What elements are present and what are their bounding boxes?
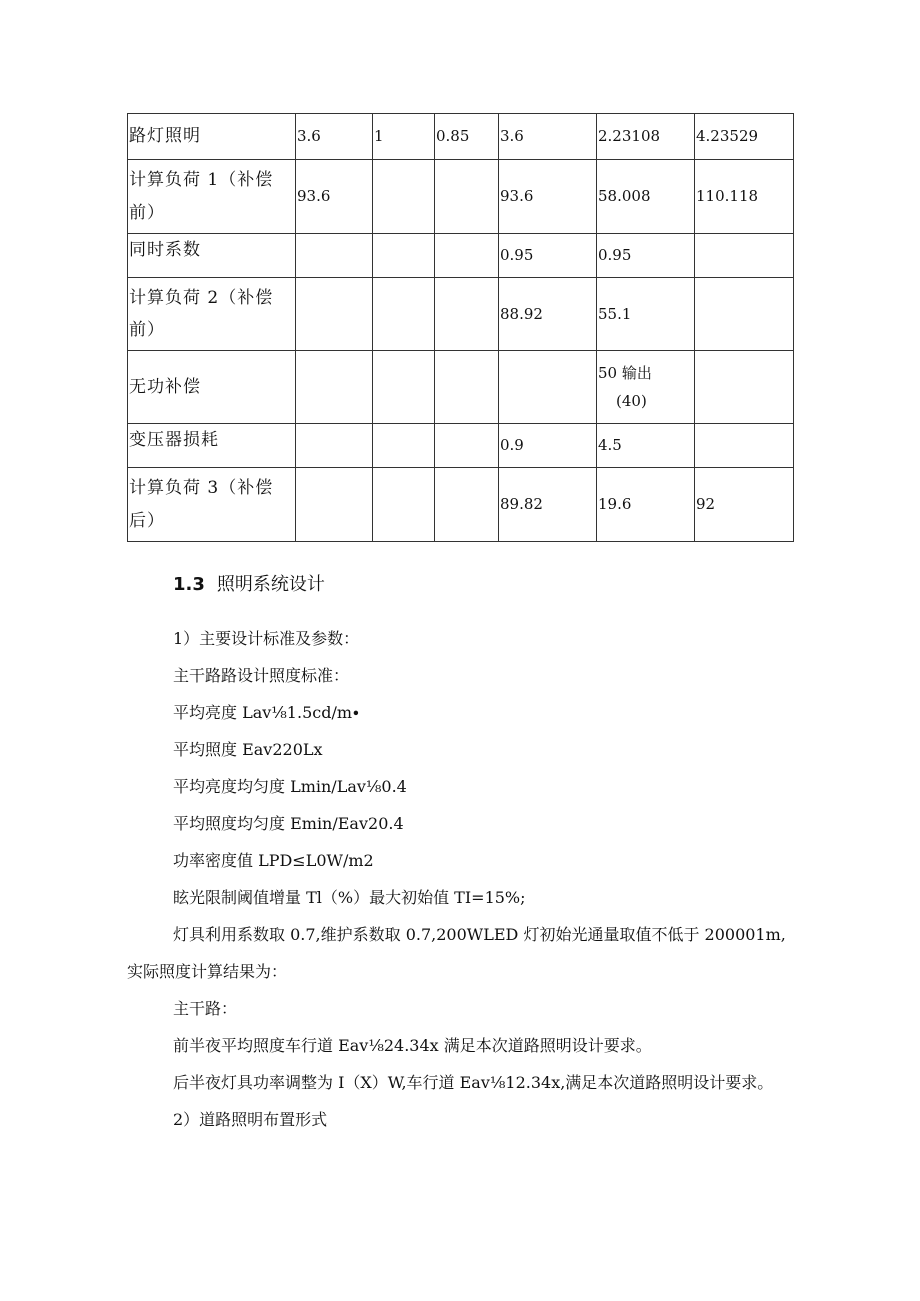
table-cell: [695, 278, 794, 351]
table-cell: [435, 234, 499, 278]
table-cell: 0.95: [499, 234, 597, 278]
row-name: 计算负荷 1（补偿前）: [128, 160, 296, 234]
table-cell: [373, 468, 435, 542]
row-name: 无功补偿: [128, 351, 296, 424]
row-name: 计算负荷 2（补偿前）: [128, 278, 296, 351]
paragraph: 灯具利用系数取 0.7,维护系数取 0.7,200WLED 灯初始光通量取值不低于 200001m,实际照度计算结果为：: [127, 925, 786, 981]
paragraph: 平均亮度 Lav⅛1.5cd∕m∙: [173, 703, 360, 722]
paragraph: 平均照度均匀度 Emin/Eav20.4: [173, 814, 404, 833]
table-cell: [296, 278, 373, 351]
table-cell: [695, 234, 794, 278]
table-cell: [435, 160, 499, 234]
table-row: [128, 160, 794, 234]
paragraph: 2）道路照明布置形式: [173, 1110, 328, 1129]
paragraph: 平均照度 Eav220Lx: [173, 740, 323, 759]
table-cell: 1: [373, 114, 435, 160]
section-title: 照明系统设计: [216, 574, 325, 595]
table-row: [128, 234, 794, 278]
load-calculation-table: [127, 113, 794, 542]
table-cell: [373, 424, 435, 468]
table-cell: 0.95: [597, 234, 695, 278]
table-cell: 4.5: [597, 424, 695, 468]
table-row: [128, 468, 794, 542]
table-cell: 58.008: [597, 160, 695, 234]
table-cell: 4.23529: [695, 114, 794, 160]
table-cell: [373, 160, 435, 234]
table-cell: [695, 351, 794, 424]
table-cell: [597, 351, 695, 424]
table-cell: 88.92: [499, 278, 597, 351]
table-cell: 92: [695, 468, 794, 542]
table-cell: [435, 278, 499, 351]
table-cell: [499, 351, 597, 424]
table-cell: [435, 468, 499, 542]
table-cell: 93.6: [499, 160, 597, 234]
table-cell: 3.6: [296, 114, 373, 160]
table-cell: [296, 234, 373, 278]
table-row: [128, 351, 794, 424]
row-name: 同时系数: [128, 234, 296, 278]
table-row: [128, 424, 794, 468]
table-cell: 0.9: [499, 424, 597, 468]
cell-line: 50 输出: [598, 363, 652, 382]
table-cell: [373, 278, 435, 351]
table-cell: [695, 424, 794, 468]
table-cell: 19.6: [597, 468, 695, 542]
table-cell: [435, 351, 499, 424]
cell-line: (40): [616, 392, 647, 410]
table-cell: 2.23108: [597, 114, 695, 160]
table-row: [128, 278, 794, 351]
paragraph: 主干路：: [173, 999, 238, 1018]
table-cell: [435, 424, 499, 468]
table-cell: 89.82: [499, 468, 597, 542]
row-name: 变压器损耗: [128, 424, 296, 468]
table-cell: 3.6: [499, 114, 597, 160]
table-cell: 93.6: [296, 160, 373, 234]
row-name: 路灯照明: [128, 114, 296, 160]
paragraph: 1）主要设计标准及参数：: [173, 629, 360, 648]
paragraph: 平均亮度均匀度 Lmin/Lav⅛0.4: [173, 777, 407, 796]
table-cell: [296, 468, 373, 542]
section-number: 1.3: [173, 574, 205, 595]
table-cell: 55.1: [597, 278, 695, 351]
table-cell: [296, 424, 373, 468]
paragraph: 主干路路设计照度标准：: [173, 666, 350, 685]
table-cell: [373, 351, 435, 424]
paragraph: 眩光限制阈值增量 Tl（%）最大初始值 TI=15%;: [173, 888, 526, 907]
table-row: [128, 114, 794, 160]
table-cell: [296, 351, 373, 424]
table-cell: 0.85: [435, 114, 499, 160]
table-cell: 110.118: [695, 160, 794, 234]
paragraph: 功率密度值 LPD≤L0W∕m2: [173, 851, 374, 870]
row-name: 计算负荷 3（补偿后）: [128, 468, 296, 542]
body-text: [127, 620, 795, 1138]
table-cell: [373, 234, 435, 278]
paragraph: 前半夜平均照度车行道 Eav⅛24.34x 满足本次道路照明设计要求。: [173, 1036, 652, 1055]
section-heading: [173, 570, 325, 596]
paragraph: 后半夜灯具功率调整为 I（X）W,车行道 Eav⅛12.34x,满足本次道路照明设计要求。: [173, 1073, 774, 1092]
